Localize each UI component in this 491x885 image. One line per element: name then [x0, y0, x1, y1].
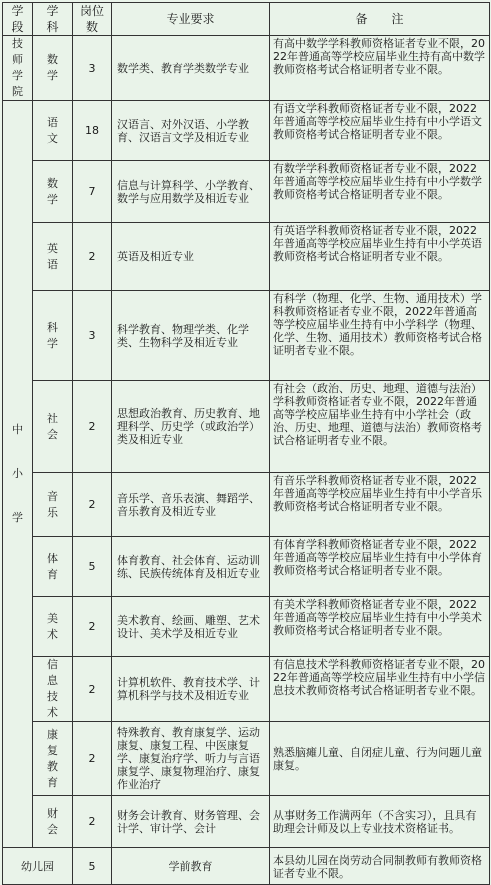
major-cell: 科学教育、物理学类、化学类、生物科学及相近专业 [112, 291, 270, 381]
note-cell: 有语文学科教师资格证者专业不限，2022年普通高等学校应届毕业生持有中小学语文教师资格考试合格证明者专业不限。 [270, 101, 490, 161]
count-cell: 3 [73, 36, 112, 101]
count-cell: 2 [73, 722, 112, 796]
note-cell: 有科学（物理、化学、生物、通用技术）学科教师资格证者专业不限，2022年普通高等学校应届毕业生持有中小学科学（物理、化学、生物、通用技术）教师资格考试合格证明者专业不限。 [270, 291, 490, 381]
table-row [3, 597, 490, 657]
count-cell: 2 [73, 657, 112, 722]
table-row [3, 223, 490, 291]
table-row [3, 848, 490, 885]
major-cell: 学前教育 [112, 848, 270, 885]
major-cell: 财务会计教育、财务管理、会计学、审计学、会计 [112, 796, 270, 848]
major-cell: 特殊教育、教育康复学、运动康复、康复工程、中医康复学、康复治疗学、听力与言语康复学、康复物理治疗、康复作业治疗 [112, 722, 270, 796]
stage-cell-school: 中小学 [3, 101, 33, 848]
subject-cell: 数学 [33, 161, 73, 223]
count-cell: 2 [73, 796, 112, 848]
count-cell: 18 [73, 101, 112, 161]
stage-cell-tech: 技师学院 [3, 36, 33, 101]
stage-cell-kindergarten: 幼儿园 [3, 848, 73, 885]
major-cell: 思想政治教育、历史教育、地理科学、历史学（或政治学）类及相近专业 [112, 381, 270, 473]
count-cell: 3 [73, 291, 112, 381]
table-row [3, 381, 490, 473]
header-positions: 岗位数 [73, 3, 112, 36]
table-row [3, 722, 490, 796]
header-stage: 学段 [3, 3, 33, 36]
count-cell: 5 [73, 848, 112, 885]
subject-cell: 财会 [33, 796, 73, 848]
major-cell: 体育教育、社会体育、运动训练、民族传统体育及相近专业 [112, 537, 270, 597]
count-cell: 2 [73, 381, 112, 473]
major-cell: 美术教育、绘画、雕塑、艺术设计、美术学及相近专业 [112, 597, 270, 657]
major-cell: 音乐学、音乐表演、舞蹈学、音乐教育及相近专业 [112, 473, 270, 537]
note-cell: 有高中数学学科教师资格证者专业不限，2022年普通高等学校应届毕业生持有高中数学教师资格考试合格证明者专业不限。 [270, 36, 490, 101]
subject-cell: 语文 [33, 101, 73, 161]
count-cell: 2 [73, 223, 112, 291]
note-cell: 熟悉脑瘫儿童、自闭症儿童、行为问题儿童康复。 [270, 722, 490, 796]
count-cell: 5 [73, 537, 112, 597]
recruitment-table [2, 2, 490, 885]
subject-cell: 音乐 [33, 473, 73, 537]
note-cell: 有数学学科教师资格证者专业不限，2022年普通高等学校应届毕业生持有中小学数学教师资格考试合格证明者专业不限。 [270, 161, 490, 223]
table-row [3, 101, 490, 161]
header-row [3, 3, 490, 36]
major-cell: 数学类、教育学类数学专业 [112, 36, 270, 101]
header-remarks: 备 注 [270, 3, 490, 36]
header-major: 专业要求 [112, 3, 270, 36]
subject-cell: 社会 [33, 381, 73, 473]
count-cell: 7 [73, 161, 112, 223]
note-cell: 有社会（政治、历史、地理、道德与法治）学科教师资格证者专业不限，2022年普通高等学校应届毕业生持有中小学社会（政治、历史、地理、道德与法治）教师资格考试合格证明者专业不限。 [270, 381, 490, 473]
major-cell: 英语及相近专业 [112, 223, 270, 291]
subject-cell: 康复教育 [33, 722, 73, 796]
note-cell: 有英语学科教师资格证者专业不限，2022年普通高等学校应届毕业生持有中小学英语教师资格考试合格证明者专业不限。 [270, 223, 490, 291]
count-cell: 2 [73, 473, 112, 537]
note-cell: 有体育学科教师资格证者专业不限，2022年普通高等学校应届毕业生持有中小学体育教师资格考试合格证明者专业不限。 [270, 537, 490, 597]
major-cell: 计算机软件、教育技术学、计算机科学与技术及相近专业 [112, 657, 270, 722]
note-cell: 从事财务工作满两年（不含实习），且具有助理会计师及以上专业技术资格证书。 [270, 796, 490, 848]
subject-cell: 英语 [33, 223, 73, 291]
table-row [3, 796, 490, 848]
major-cell: 汉语言、对外汉语、小学教育、汉语言文学及相近专业 [112, 101, 270, 161]
header-subject: 学科 [33, 3, 73, 36]
subject-cell: 体育 [33, 537, 73, 597]
subject-cell: 科学 [33, 291, 73, 381]
table-row [3, 36, 490, 101]
table-row [3, 291, 490, 381]
note-cell: 本县幼儿园在岗劳动合同制教师有教师资格证者专业不限。 [270, 848, 490, 885]
subject-cell: 数学 [33, 36, 73, 101]
table-row [3, 473, 490, 537]
table-row [3, 537, 490, 597]
note-cell: 有音乐学科教师资格证者专业不限，2022年普通高等学校应届毕业生持有中小学音乐教师资格考试合格证明者专业不限。 [270, 473, 490, 537]
major-cell: 信息与计算科学、小学教育、数学与应用数学及相近专业 [112, 161, 270, 223]
subject-cell: 美术 [33, 597, 73, 657]
table-row [3, 161, 490, 223]
subject-cell: 信息技术 [33, 657, 73, 722]
note-cell: 有信息技术学科教师资格证者专业不限，2022年普通高等学校应届毕业生持有中小学信息技术教师资格考试合格证明者专业不限。 [270, 657, 490, 722]
count-cell: 2 [73, 597, 112, 657]
note-cell: 有美术学科教师资格证者专业不限，2022年普通高等学校应届毕业生持有中小学美术教师资格考试合格证明者专业不限。 [270, 597, 490, 657]
table-row [3, 657, 490, 722]
